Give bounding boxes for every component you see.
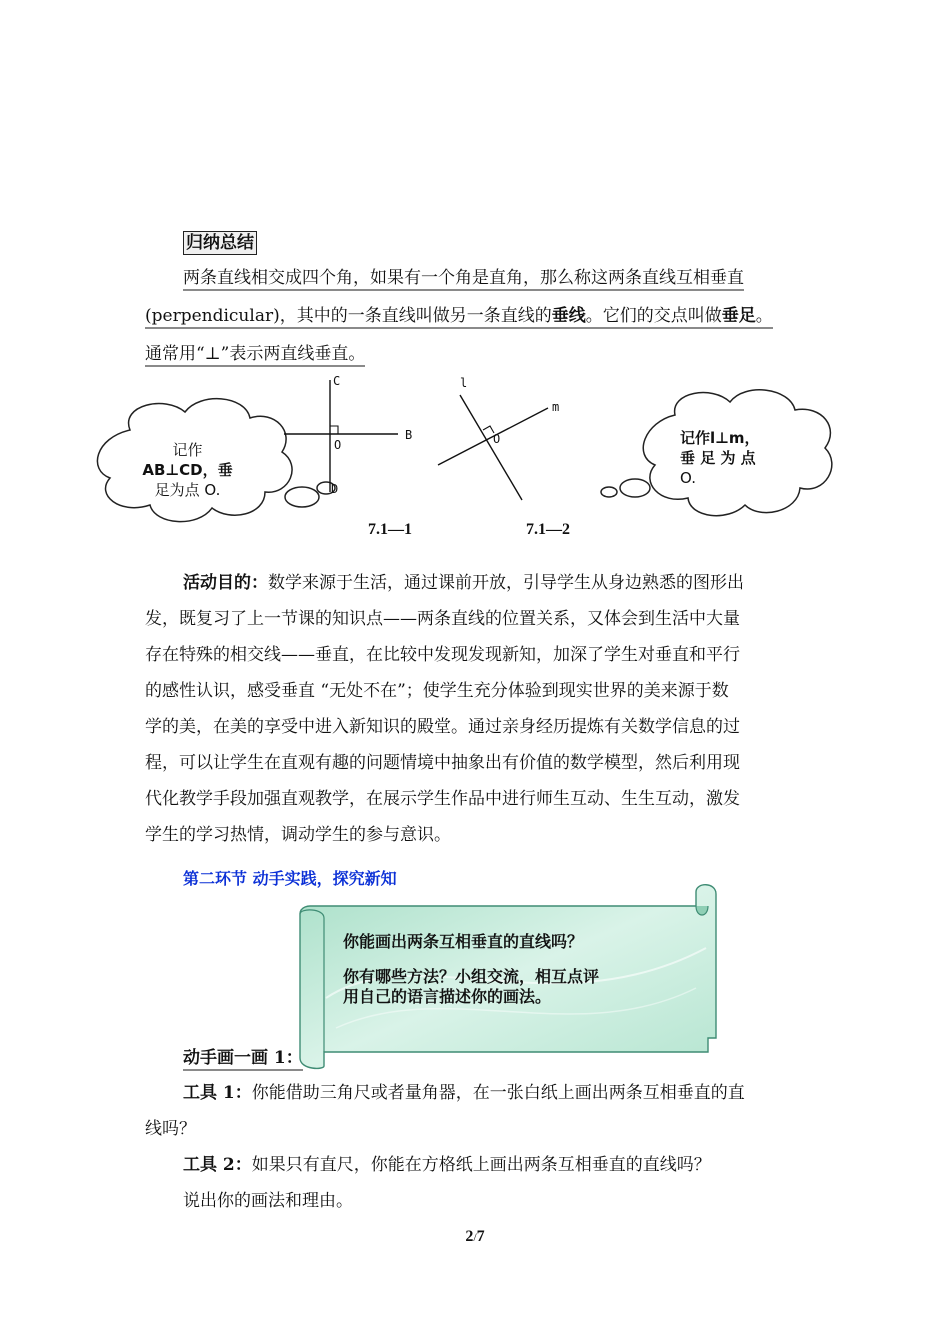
activity-line-7: 学生的学习热情，调动学生的参与意识。 [145, 825, 451, 845]
tool-1-text: 你能借助三角尺或者量角器，在一张白纸上画出两条互相垂直的直 [251, 1083, 745, 1103]
summary-line-2-c: 。它们的交点叫做 [585, 306, 722, 326]
summary-line-2-a: (perpendicular)，其中的一条直线叫做另一条直线的 [145, 306, 552, 326]
cloud-right-line-2: 垂 足 为 点 [680, 449, 756, 467]
term-perpendicular-line: 垂线 [551, 306, 586, 326]
summary-heading: 归纳总结 [183, 231, 257, 255]
label-o-2: O [493, 432, 501, 446]
scroll-question-2: 你有哪些方法？小组交流，相互点评 [343, 967, 600, 986]
tool-1-line [183, 1076, 810, 1110]
section-2-title: 第二环节 动手实践，探究新知 [183, 869, 397, 888]
figure-2-caption: 7.1—2 [526, 521, 570, 538]
tool-1-cont: 线吗？ [145, 1119, 196, 1139]
page-total: 7 [476, 1228, 485, 1245]
cloud-left-line-1: 记作 [172, 441, 203, 459]
term-foot-of-perpendicular: 垂足 [721, 306, 756, 326]
summary-line-1-text: 两条直线相交成四个角，如果有一个角是直角，那么称这两条直线互相垂直 [183, 268, 744, 291]
cloud-left-text [120, 440, 255, 500]
tool-2-text: 如果只有直尺，你能在方格纸上画出两条互相垂直的直线吗？ [251, 1155, 711, 1175]
cloud-right-line-3: O. [680, 469, 696, 487]
figure-2-lines [438, 395, 548, 500]
figure-1-lines [284, 380, 398, 492]
line-l [460, 395, 522, 500]
summary-line-3 [145, 337, 810, 371]
cloud-right-text [680, 428, 780, 488]
activity-line-3: 的感性认识，感受垂直 “无处不在”；使学生充分体验到现实世界的美来源于数 [145, 681, 729, 701]
summary-line-3-text: 通常用“⊥”表示两直线垂直。 [145, 344, 365, 367]
cloud-left-line-2: AB⊥CD，垂 [142, 461, 233, 479]
cloud-right-line-1: 记作l⊥m， [680, 429, 760, 447]
page-number [0, 1228, 950, 1246]
summary-line-1 [183, 261, 810, 295]
activity-line-1: 发，既复习了上一节课的知识点——两条直线的位置关系，又体会到生活中大量 [145, 609, 740, 629]
practice-heading-text: 动手画一画 1： [183, 1048, 303, 1071]
cloud-left-line-3: 足为点 O. [154, 481, 221, 499]
label-c: C [333, 374, 341, 388]
summary-line-2-e: 。 [755, 306, 773, 326]
activity-line-2: 存在特殊的相交线——垂直，在比较中发现发现新知，加深了学生对垂直和平行 [145, 645, 740, 665]
activity-line-5: 程，可以让学生在直观有趣的问题情境中抽象出有价值的数学模型，然后利用现 [145, 753, 740, 773]
label-d: D [331, 482, 339, 496]
tool-2-line [183, 1148, 810, 1182]
right-angle-mark-1 [330, 426, 338, 434]
activity-line-0 [183, 566, 810, 600]
tool-2-label: 工具 2： [183, 1155, 252, 1175]
activity-label: 活动目的： [183, 573, 268, 593]
label-l: l [460, 376, 468, 390]
label-b: B [405, 428, 413, 442]
tool-2-cont: 说出你的画法和理由。 [183, 1191, 353, 1211]
activity-text-0: 数学来源于生活，通过课前开放，引导学生从身边熟悉的图形出 [268, 573, 744, 593]
practice-heading [183, 1041, 810, 1075]
figure-1-caption: 7.1—1 [368, 521, 412, 538]
label-o-1: O [334, 438, 342, 452]
page-current: 2 [465, 1228, 474, 1245]
tool-1-label: 工具 1： [183, 1083, 252, 1103]
label-m: m [552, 400, 560, 414]
activity-line-4: 学的美，在美的享受中进入新知识的殿堂。通过亲身经历提炼有关数学信息的过 [145, 717, 740, 737]
summary-line-2 [145, 299, 810, 333]
activity-line-6: 代化教学手段加强直观教学，在展示学生作品中进行师生互动、生生互动，激发 [145, 789, 740, 809]
page-sep: / [473, 1230, 477, 1244]
scroll-question-3: 用自己的语言描述你的画法。 [343, 987, 552, 1006]
scroll-question-1: 你能画出两条互相垂直的直线吗？ [343, 932, 584, 951]
